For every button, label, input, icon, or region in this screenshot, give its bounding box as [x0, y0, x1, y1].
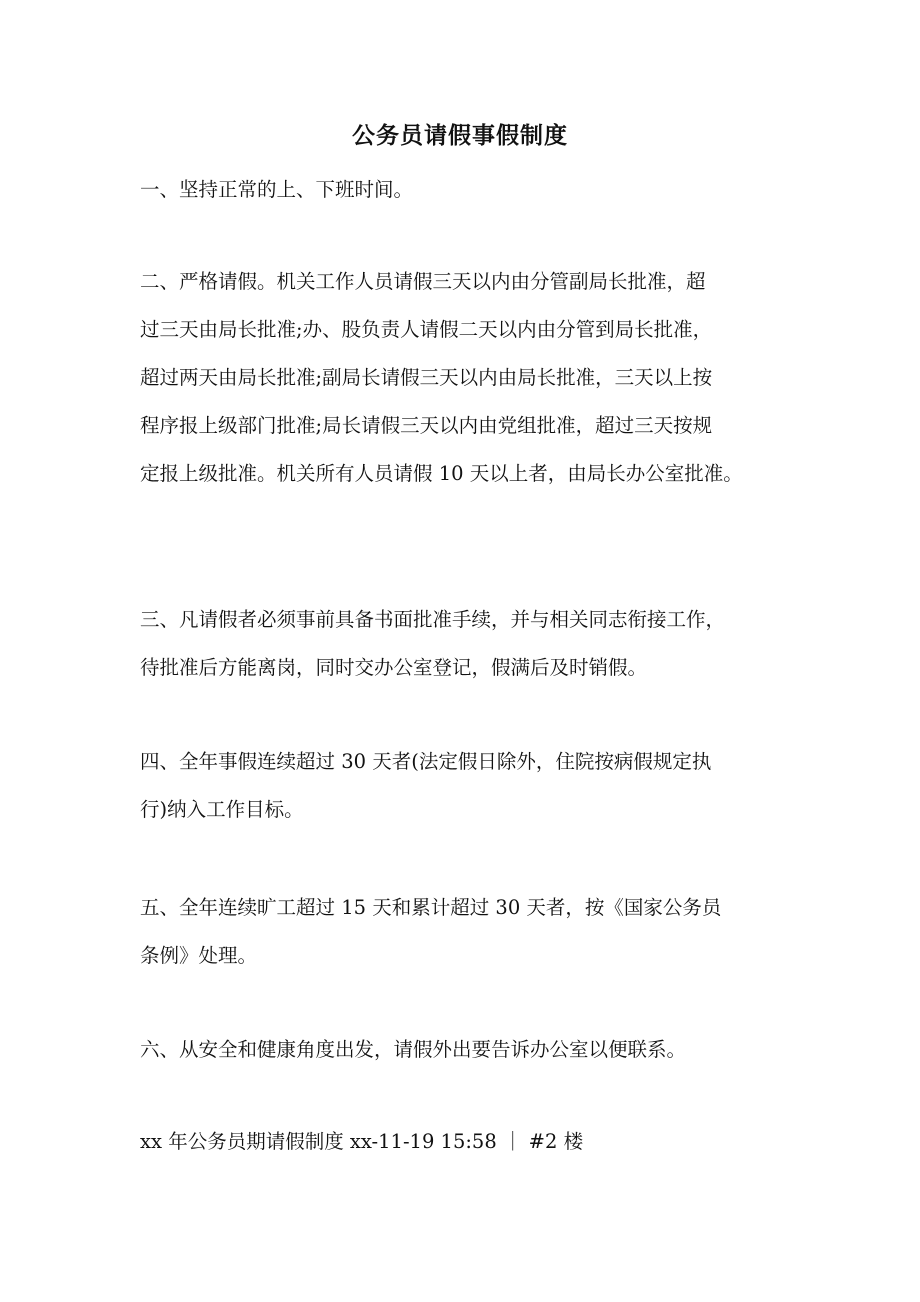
- paragraph-2: 二、严格请假。机关工作人员请假三天以内由分管副局长批准，超 过三天由局长批准;办、股负责人请假二天以内由分管到局长批准， 超过两天由局长批准;副局长请假三天以内由局长批准，三天以上按 程序报上级部门批准;局长请假三天以内由党组批准，超过三天按规 定报上级批准。机关所有人员请假 10 天以上者，由局长办公室批准。: [140, 270, 743, 485]
- paragraph-4: 四、全年事假连续超过 30 天者(法定假日除外，住院按病假规定执 行)纳入工作目标。: [140, 750, 712, 821]
- paragraph-3: 三、凡请假者必须事前具备书面批准手续，并与相关同志衔接工作， 待批准后方能离岗，同时交办公室登记，假满后及时销假。: [140, 608, 726, 679]
- paragraph-1: 一、坚持正常的上、下班时间。: [140, 178, 414, 201]
- paragraph-5: 五、全年连续旷工超过 15 天和累计超过 30 天者，按《国家公务员 条例》处理。: [140, 896, 722, 967]
- paragraph-6: 六、从安全和健康角度出发，请假外出要告诉办公室以便联系。: [140, 1038, 687, 1061]
- document-title: 公务员请假事假制度: [352, 122, 568, 149]
- footer-line: xx 年公务员期请假制度 xx-11-19 15:58 ｜ #2 楼: [140, 1130, 584, 1153]
